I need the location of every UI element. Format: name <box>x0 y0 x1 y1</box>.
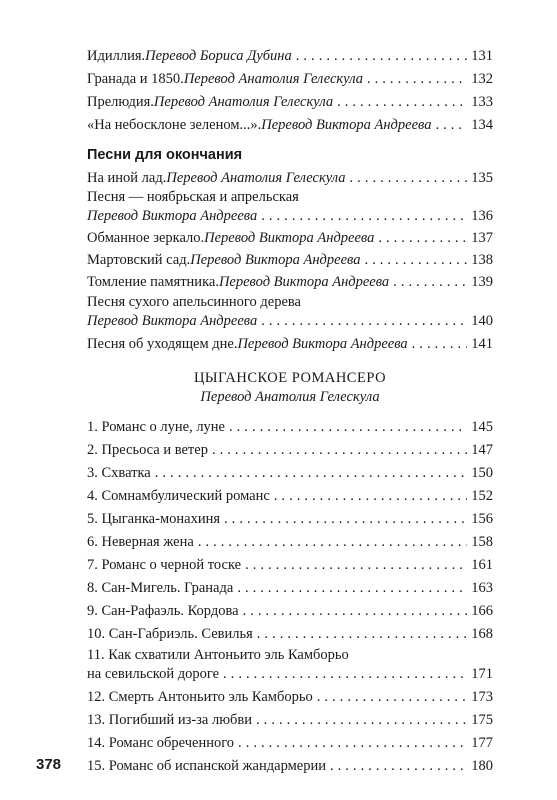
dot-leader <box>367 69 467 89</box>
entry-translator: Перевод Виктора Андреева <box>261 117 432 133</box>
cycle-title: ЦЫГАНСКОЕ РОМАНСЕРО <box>193 370 387 386</box>
toc-entry <box>87 311 493 331</box>
dot-leader <box>237 578 467 598</box>
toc-entry <box>87 509 493 529</box>
page-number: 173 <box>471 689 493 705</box>
entry-translator: Перевод Виктора Андреева <box>237 336 408 352</box>
toc-entry <box>87 115 493 135</box>
entry-title: Мартовский сад. <box>87 252 191 268</box>
entry-title: 8. Сан-Мигель. Гранада <box>87 580 234 596</box>
entry-translator: Перевод Виктора Андреева <box>218 274 390 290</box>
page-number: 177 <box>471 735 493 751</box>
entry-title: 5. Цыганка-монахиня <box>87 511 221 527</box>
dot-leader <box>229 417 467 437</box>
dot-leader <box>317 687 468 707</box>
page-number: 152 <box>471 488 493 504</box>
entry-title: 6. Неверная жена <box>87 534 194 550</box>
section-heading: Песни для окончания <box>87 147 243 163</box>
dot-leader <box>261 311 467 331</box>
toc-entry <box>87 624 493 644</box>
page-number: 171 <box>471 666 493 682</box>
toc-entry <box>87 206 493 226</box>
dot-leader <box>378 228 467 248</box>
entry-title: Песня — ноябрьская и апрельская <box>87 189 299 205</box>
page-number: 180 <box>471 758 493 774</box>
dot-leader <box>223 664 467 684</box>
toc-entry <box>87 555 493 575</box>
dot-leader <box>330 756 467 776</box>
page-number: 136 <box>471 208 493 224</box>
dot-leader <box>238 733 467 753</box>
cycle-translator: Перевод Анатолия Гелескула <box>200 389 380 405</box>
toc-entry <box>87 334 493 354</box>
page-number: 150 <box>471 465 493 481</box>
toc-entry <box>87 664 493 684</box>
toc-entry <box>87 463 493 483</box>
entry-title: 1. Романс о луне, луне <box>87 419 225 435</box>
entry-title: 7. Романс о черной тоске <box>87 557 242 573</box>
entry-title: На иной лад. <box>87 170 167 186</box>
entry-title: Идиллия. <box>87 48 146 64</box>
entry-title-continued: на севильской дороге <box>87 666 220 682</box>
dot-leader <box>435 115 467 135</box>
entry-title: 3. Схватка <box>87 465 151 481</box>
page-number: 132 <box>471 71 493 87</box>
entry-title: «На небосклоне зеленом...». <box>87 117 262 133</box>
page-number: 138 <box>471 252 493 268</box>
entry-title: 14. Романс обреченного <box>87 735 235 751</box>
page-number: 140 <box>471 313 493 329</box>
page-number: 166 <box>471 603 493 619</box>
toc-entry <box>87 756 493 776</box>
page-number: 145 <box>471 419 493 435</box>
page-number: 161 <box>471 557 493 573</box>
dot-leader <box>245 555 467 575</box>
entry-translator: Перевод Бориса Дубина <box>145 48 292 64</box>
dot-leader <box>212 440 467 460</box>
page-number: 175 <box>471 712 493 728</box>
dot-leader <box>393 272 467 292</box>
dot-leader <box>350 168 468 188</box>
page-folio: 378 <box>36 756 62 773</box>
page-number: 158 <box>471 534 493 550</box>
dot-leader <box>198 532 467 552</box>
page-number: 168 <box>471 626 493 642</box>
dot-leader <box>261 206 467 226</box>
dot-leader <box>412 334 468 354</box>
toc-entry <box>87 46 493 66</box>
toc-entry <box>87 733 493 753</box>
entry-title: Гранада и 1850. <box>87 71 184 87</box>
entry-title: 4. Сомнамбулический романс <box>87 488 270 504</box>
entry-title: 9. Сан-Рафаэль. Кордова <box>87 603 239 619</box>
toc-entry <box>87 486 493 506</box>
entry-translator: Перевод Виктора Андреева <box>87 208 258 224</box>
page-number: 147 <box>471 442 493 458</box>
entry-translator: Перевод Анатолия Гелескула <box>166 170 346 186</box>
toc-entry <box>87 440 493 460</box>
toc-entry <box>87 687 493 707</box>
entry-title: Прелюдия. <box>87 94 154 110</box>
entry-translator: Перевод Анатолия Гелескула <box>153 94 334 110</box>
page-number: 135 <box>471 170 493 186</box>
entry-title: Песня об уходящем дне. <box>87 336 238 352</box>
dot-leader <box>224 509 467 529</box>
dot-leader <box>257 624 467 644</box>
dot-leader <box>274 486 467 506</box>
toc-entry <box>87 69 493 89</box>
entry-title: 10. Сан-Габриэль. Севилья <box>87 626 253 642</box>
page-number: 137 <box>471 230 493 246</box>
page-number: 131 <box>471 48 493 64</box>
toc-entry <box>87 710 493 730</box>
dot-leader <box>337 92 467 112</box>
entry-title: 11. Как схватили Антоньито эль Камборьо <box>87 647 349 663</box>
toc-entry <box>87 417 493 437</box>
entry-title: Песня сухого апельсинного дерева <box>87 294 301 310</box>
toc-entry <box>87 228 493 248</box>
toc-entry <box>87 578 493 598</box>
entry-translator: Перевод Анатолия Гелескула <box>183 71 363 87</box>
dot-leader <box>296 46 468 66</box>
page-number: 141 <box>471 336 493 352</box>
entry-translator: Перевод Виктора Андреева <box>190 252 361 268</box>
dot-leader <box>364 250 467 270</box>
toc-entry <box>87 250 493 270</box>
dot-leader <box>256 710 467 730</box>
entry-title: Томление памятника. <box>87 274 219 290</box>
page-number: 163 <box>471 580 493 596</box>
entry-title: 2. Пресьоса и ветер <box>87 442 208 458</box>
dot-leader <box>155 463 468 483</box>
dot-leader <box>243 601 468 621</box>
page-number: 134 <box>471 117 493 133</box>
page-number: 133 <box>471 94 493 110</box>
entry-title: 13. Погибший из-за любви <box>87 712 253 728</box>
entry-translator: Перевод Виктора Андреева <box>87 313 258 329</box>
entry-title: 15. Романс об испанской жандармерии <box>87 758 326 774</box>
entry-translator: Перевод Виктора Андреева <box>204 230 375 246</box>
page-number: 156 <box>471 511 493 527</box>
entry-title: 12. Смерть Антоньито эль Камборьо <box>87 689 313 705</box>
toc-entry <box>87 272 493 292</box>
toc-entry <box>87 532 493 552</box>
toc-entry <box>87 92 493 112</box>
entry-title: Обманное зеркало. <box>87 230 205 246</box>
page-number: 139 <box>471 274 493 290</box>
toc-entry <box>87 168 493 188</box>
toc-entry <box>87 601 493 621</box>
